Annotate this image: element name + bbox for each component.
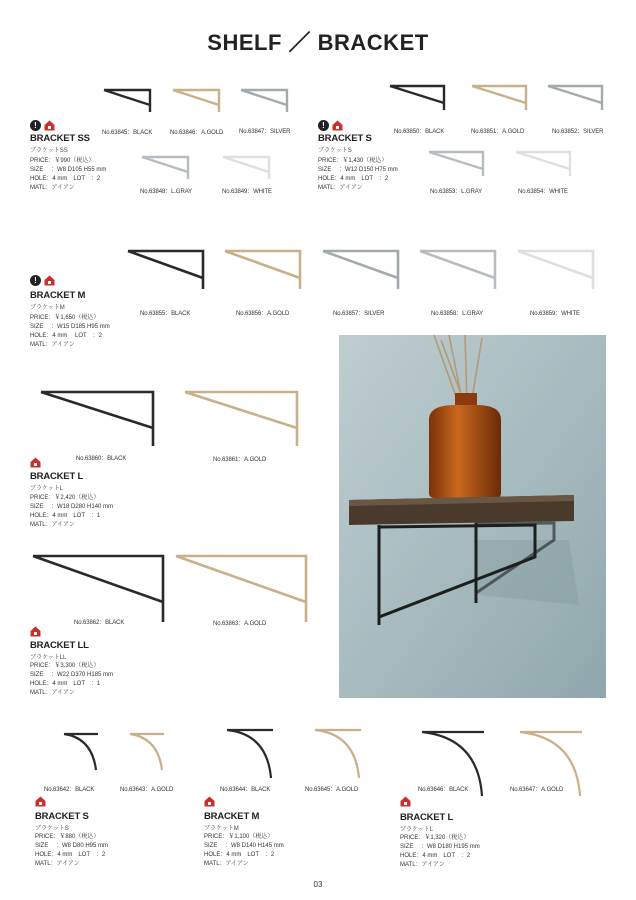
lifestyle-photo — [339, 335, 606, 698]
product-code: No.63858：L.GRAY — [431, 311, 484, 317]
spec-hole: HOLE：4 mm LOT ：1 — [30, 513, 101, 519]
spec-hole: HOLE：4 mm LOT ：1 — [30, 681, 101, 687]
spec-price: PRICE：￥1,100（税込） — [204, 834, 274, 840]
spec-price: PRICE：￥3,300（税込） — [30, 663, 100, 669]
bracket-image — [103, 88, 153, 114]
product-name: BRACKET M — [204, 811, 260, 822]
curved-bracket-image — [128, 732, 166, 772]
bracket-image — [184, 390, 300, 448]
bracket-image — [40, 390, 156, 448]
spec-size: SIZE ：W12 D150 H75 mm — [318, 167, 398, 173]
spec-price: PRICE：￥880（税込） — [35, 834, 100, 840]
product-kana: ブラケットS — [35, 826, 69, 832]
product-code: No.63860：BLACK — [76, 456, 127, 462]
product-code: No.63855：BLACK — [140, 311, 191, 317]
product-code: No.63862：BLACK — [74, 620, 125, 626]
spec-material: MATL：アイアン — [30, 690, 75, 696]
product-code: No.63849：WHITE — [222, 189, 272, 195]
product-code: No.63856：A.GOLD — [236, 311, 290, 317]
spec-size: SIZE ：W8 D180 H195 mm — [400, 844, 480, 850]
product-name: BRACKET S — [318, 133, 372, 144]
bracket-image — [322, 249, 402, 291]
notice-icon: ! — [30, 120, 41, 131]
spec-hole: HOLE：4 mm LOT ：2 — [30, 333, 102, 339]
bracket-image — [175, 554, 309, 624]
product-code: No.63850：BLACK — [394, 129, 445, 135]
spec-material: MATL：アイアン — [30, 522, 75, 528]
product-code: No.63846：A.GOLD — [170, 130, 224, 136]
product-name: BRACKET LL — [30, 640, 89, 651]
product-kana: ブラケットLL — [30, 655, 67, 661]
spec-size: SIZE ：W8 D80 H95 mm — [35, 843, 109, 849]
spec-hole: HOLE：4 mm LOT ：2 — [35, 852, 106, 858]
house-flag-icon — [35, 796, 46, 807]
bracket-image — [32, 554, 166, 624]
product-code: No.63851：A.GOLD — [471, 129, 525, 135]
spec-price: PRICE：￥2,420（税込） — [30, 495, 100, 501]
spec-size: SIZE ：W15 D185 H95 mm — [30, 324, 110, 330]
bracket-image — [428, 150, 486, 178]
product-code: No.63643：A.GOLD — [120, 787, 174, 793]
bracket-image — [222, 155, 272, 181]
product-code: No.63852：SILVER — [552, 129, 604, 135]
notice-icon: ! — [318, 120, 329, 131]
spec-size: SIZE ：W22 D370 H185 mm — [30, 672, 114, 678]
spec-hole: HOLE：4 mm LOT ：2 — [204, 852, 275, 858]
bracket-image — [224, 249, 304, 291]
product-code: No.63853：L.GRAY — [430, 189, 483, 195]
house-flag-icon — [400, 796, 411, 807]
house-flag-icon — [44, 120, 55, 131]
notice-icon: ! — [30, 275, 41, 286]
house-flag-icon — [332, 120, 343, 131]
product-code: No.63857：SILVER — [333, 311, 385, 317]
spec-price: PRICE：￥1,320（税込） — [400, 835, 470, 841]
product-name: BRACKET S — [35, 811, 89, 822]
product-code: No.63863：A.GOLD — [213, 621, 267, 627]
bracket-image — [471, 84, 529, 112]
product-code: No.63854：WHITE — [518, 189, 568, 195]
product-code: No.63647：A.GOLD — [510, 787, 564, 793]
bracket-image — [141, 155, 191, 181]
curved-bracket-image — [313, 728, 363, 780]
product-kana: ブラケットS — [318, 148, 352, 154]
spec-hole: HOLE：4 mm LOT ：2 — [318, 176, 389, 182]
bracket-image — [419, 249, 499, 291]
spec-material: MATL：アイアン — [30, 342, 75, 348]
bracket-image — [517, 249, 597, 291]
product-kana: ブラケットM — [204, 826, 239, 832]
house-flag-icon — [44, 275, 55, 286]
page-title: SHELF ／ BRACKET — [207, 30, 429, 55]
spec-material: MATL：アイアン — [318, 185, 363, 191]
product-code: No.63847：SILVER — [239, 129, 291, 135]
product-code: No.63646：BLACK — [418, 787, 469, 793]
product-code: No.63859：WHITE — [530, 311, 580, 317]
spec-material: MATL：アイアン — [35, 861, 80, 867]
product-name: BRACKET SS — [30, 133, 90, 144]
product-name: BRACKET L — [400, 812, 454, 823]
product-code: No.63645：A.GOLD — [305, 787, 359, 793]
curved-bracket-image — [225, 728, 275, 780]
spec-hole: HOLE：4 mm LOT ：2 — [30, 176, 101, 182]
house-flag-icon — [30, 457, 41, 468]
curved-bracket-image — [62, 732, 100, 772]
bracket-image — [172, 88, 222, 114]
product-name: BRACKET M — [30, 290, 86, 301]
house-flag-icon — [30, 626, 41, 637]
bracket-image — [240, 88, 290, 114]
spec-size: SIZE ：W8 D105 H55 mm — [30, 167, 107, 173]
bracket-image — [547, 84, 605, 112]
spec-price: PRICE：￥1,430（税込） — [318, 158, 388, 164]
product-code: No.63848：L.GRAY — [140, 189, 193, 195]
product-code: No.63845：BLACK — [102, 130, 153, 136]
page-number: 03 — [313, 880, 323, 889]
product-name: BRACKET L — [30, 471, 84, 482]
product-kana: ブラケットL — [400, 827, 434, 833]
bracket-image — [127, 249, 207, 291]
spec-price: PRICE：￥990（税込） — [30, 158, 95, 164]
product-code: No.63642：BLACK — [44, 787, 95, 793]
product-kana: ブラケットL — [30, 486, 64, 492]
spec-material: MATL：アイアン — [400, 862, 445, 868]
spec-material: MATL：アイアン — [30, 185, 75, 191]
bracket-image — [515, 150, 573, 178]
spec-hole: HOLE：4 mm LOT ：2 — [400, 853, 471, 859]
product-code: No.63861：A.GOLD — [213, 457, 267, 463]
bracket-image — [389, 84, 447, 112]
spec-material: MATL：アイアン — [204, 861, 249, 867]
product-kana: ブラケットM — [30, 305, 65, 311]
house-flag-icon — [204, 796, 215, 807]
product-kana: ブラケットSS — [30, 148, 68, 154]
spec-price: PRICE：￥1,650（税込） — [30, 315, 100, 321]
spec-size: SIZE ：W18 D280 H140 mm — [30, 504, 114, 510]
product-code: No.63644：BLACK — [220, 787, 271, 793]
spec-size: SIZE ：W8 D140 H145 mm — [204, 843, 284, 849]
